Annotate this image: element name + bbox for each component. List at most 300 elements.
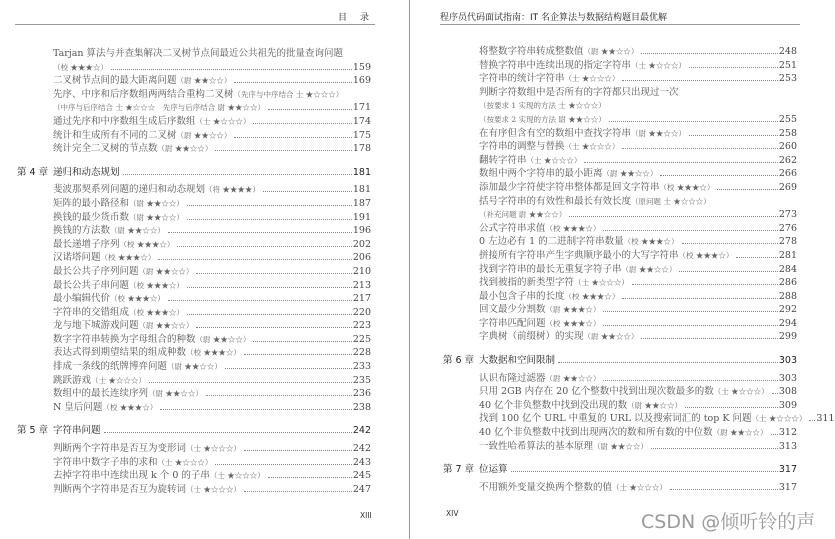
page-number: XIII bbox=[360, 511, 372, 520]
page-number: 311 bbox=[816, 413, 835, 425]
page-number: 169 bbox=[352, 75, 371, 87]
difficulty-note: （校 ★★★☆） bbox=[102, 402, 158, 412]
difficulty-note: （尉 ★★★☆） bbox=[545, 305, 601, 315]
difficulty-note: （士 ★☆☆☆） bbox=[186, 444, 241, 454]
toc-entry[interactable] bbox=[53, 101, 371, 115]
toc-entry[interactable] bbox=[53, 224, 371, 238]
dot-leader bbox=[632, 284, 778, 285]
dot-leader bbox=[685, 407, 778, 408]
difficulty-note: （校 ★★★☆） bbox=[545, 223, 601, 233]
toc-entry[interactable] bbox=[53, 238, 371, 252]
difficulty-note: （士 ★☆☆☆） bbox=[564, 142, 620, 152]
dot-leader bbox=[622, 148, 777, 149]
difficulty-note: （尉 ★★☆☆） bbox=[593, 441, 648, 451]
difficulty-note: （尉 ★★☆☆） bbox=[157, 144, 213, 154]
toc-entry[interactable] bbox=[479, 154, 797, 168]
entry-title: 翻转字符串 bbox=[479, 154, 527, 166]
difficulty-note: （士 ★☆☆☆） bbox=[195, 116, 251, 126]
page-number: 202 bbox=[352, 238, 371, 250]
entry-title: 判断字符数组中是否所有的字符都只出现过一次 bbox=[479, 86, 679, 98]
toc-entry[interactable] bbox=[479, 127, 797, 141]
dot-leader bbox=[123, 174, 352, 175]
toc-entry[interactable] bbox=[479, 399, 797, 413]
dot-leader bbox=[244, 491, 352, 492]
difficulty-note: （补充问题 尉 ★★☆☆） bbox=[479, 210, 567, 220]
entry-title: 统计和生成所有不同的二叉树 bbox=[53, 129, 177, 141]
page-number: 266 bbox=[778, 168, 797, 180]
toc-entry[interactable] bbox=[479, 222, 797, 236]
entry-title: 括号字符串的有效性和最长有效长度 bbox=[479, 195, 632, 207]
toc-entry[interactable] bbox=[53, 319, 371, 333]
entry-title: 斐波那契系列问题的递归和动态规划 bbox=[53, 184, 206, 196]
entry-title: 回文最少分割数 bbox=[479, 304, 546, 316]
dot-leader bbox=[187, 219, 352, 220]
dot-leader bbox=[603, 380, 777, 381]
dot-leader bbox=[603, 230, 777, 231]
difficulty-note: （尉 ★★☆☆） bbox=[627, 400, 682, 410]
page-number: 235 bbox=[352, 374, 371, 386]
toc-entry[interactable] bbox=[53, 401, 371, 415]
entry-title: 判断两个字符串是否互为旋转词 bbox=[53, 483, 187, 495]
page-number: 174 bbox=[352, 115, 371, 127]
entry-title: 龙与地下城游戏问题 bbox=[53, 320, 139, 332]
page-number: 236 bbox=[352, 388, 371, 400]
entry-title: 排成一条线的纸牌博弈问题 bbox=[53, 361, 168, 373]
page-number: 253 bbox=[778, 73, 797, 85]
toc-entry[interactable] bbox=[53, 442, 371, 456]
page-number: 276 bbox=[778, 222, 797, 234]
difficulty-note: （尉 ★★☆☆） bbox=[176, 130, 232, 140]
entry-title: 一致性哈希算法的基本原理 bbox=[479, 440, 594, 452]
dot-leader bbox=[268, 477, 352, 478]
entry-title: 0 左边必有 1 的二进制字符串数量 bbox=[479, 236, 624, 248]
toc-entry[interactable] bbox=[479, 426, 797, 440]
difficulty-note: （士 ★☆☆☆） bbox=[186, 484, 241, 494]
dot-leader bbox=[772, 393, 778, 394]
entry-title: 认识布隆过滤器 bbox=[479, 372, 546, 384]
difficulty-note: （中序与后序结合 士 ★☆☆☆ 先序与后序结合 尉 ★★☆☆） bbox=[53, 103, 266, 113]
difficulty-note: （校 ★★★☆） bbox=[659, 182, 715, 192]
page-number: 181 bbox=[352, 166, 371, 178]
dot-leader bbox=[622, 298, 777, 299]
dot-leader bbox=[104, 432, 352, 433]
difficulty-note: （将 ★★★★） bbox=[205, 185, 260, 195]
difficulty-note: （校 ★★★☆） bbox=[545, 318, 601, 328]
toc-entry[interactable] bbox=[479, 195, 797, 209]
dot-leader bbox=[253, 123, 351, 124]
chapter-title: 位运算 bbox=[479, 464, 508, 476]
entry-title: 字符串的交错组成 bbox=[53, 306, 130, 318]
entry-title: 二叉树节点间的最大距离问题 bbox=[53, 75, 177, 87]
page-number: 213 bbox=[352, 279, 371, 291]
toc-entry[interactable] bbox=[53, 183, 371, 197]
page-number: 308 bbox=[778, 386, 797, 398]
dot-leader bbox=[206, 395, 352, 396]
entry-title: 40 亿个非负整数中找到出现两次的数和所有数的中位数 bbox=[479, 427, 713, 439]
difficulty-note: （士 ★☆☆☆） bbox=[631, 60, 686, 70]
toc-entry[interactable] bbox=[53, 265, 371, 279]
chapter-heading[interactable] bbox=[443, 463, 797, 477]
dot-leader bbox=[603, 311, 777, 312]
toc-entry[interactable] bbox=[479, 86, 797, 100]
left-page bbox=[0, 0, 410, 539]
toc-entry[interactable] bbox=[53, 387, 371, 401]
entry-title: 矩阵的最小路径和 bbox=[53, 197, 130, 209]
dot-leader bbox=[809, 420, 815, 421]
dot-leader bbox=[187, 287, 352, 288]
page-number: 243 bbox=[352, 456, 371, 468]
page-number: 317 bbox=[778, 481, 797, 493]
dot-leader bbox=[651, 448, 778, 449]
difficulty-note: （校 ★★★☆） bbox=[119, 239, 175, 249]
dot-leader bbox=[196, 273, 351, 274]
toc-entry[interactable] bbox=[53, 129, 371, 143]
entry-title: 汉诺塔问题 bbox=[53, 252, 101, 264]
dot-leader bbox=[244, 354, 352, 355]
entry-title: 不用额外变量交换两个整数的值 bbox=[479, 481, 613, 493]
difficulty-note: （尉 ★★☆☆） bbox=[110, 226, 165, 236]
page-number: 281 bbox=[778, 249, 797, 261]
page-number: 273 bbox=[778, 209, 797, 221]
difficulty-note: （尉 ★★☆☆） bbox=[138, 266, 194, 276]
page-number: 247 bbox=[352, 483, 371, 495]
difficulty-note: （校 ★★★☆） bbox=[186, 348, 241, 358]
difficulty-note: （先序与中序结合 士 ★☆☆☆） bbox=[233, 89, 344, 99]
difficulty-note: （尉 ★★☆☆） bbox=[583, 332, 639, 342]
toc-entry[interactable] bbox=[479, 99, 797, 113]
difficulty-note: （尉 ★★☆☆） bbox=[138, 321, 194, 331]
page-number: 175 bbox=[352, 129, 371, 141]
page-number: 196 bbox=[352, 225, 371, 237]
toc-entry[interactable] bbox=[53, 346, 371, 360]
page-number: 210 bbox=[352, 265, 371, 277]
toc-entry[interactable] bbox=[479, 263, 797, 277]
page-number: 225 bbox=[352, 333, 371, 345]
toc-entry[interactable] bbox=[53, 88, 371, 102]
toc-entry[interactable] bbox=[479, 249, 797, 263]
toc-entry[interactable] bbox=[479, 113, 797, 127]
page-number: 178 bbox=[352, 143, 371, 155]
dot-leader bbox=[622, 80, 777, 81]
entry-title: 添加最少字符使字符串整体都是回文字符串 bbox=[479, 181, 660, 193]
chapter-number: 第 4 章 bbox=[17, 166, 49, 178]
toc-entry[interactable] bbox=[53, 74, 371, 88]
difficulty-note: （校 ★★★☆） bbox=[100, 253, 156, 263]
dot-leader bbox=[158, 259, 351, 260]
page-number: 206 bbox=[352, 252, 371, 264]
dot-leader bbox=[160, 409, 352, 410]
dot-leader bbox=[215, 150, 351, 151]
dot-leader bbox=[234, 82, 351, 83]
dot-leader bbox=[511, 471, 778, 472]
toc-entry[interactable] bbox=[479, 140, 797, 154]
entry-title: 最长公共子序列问题 bbox=[53, 265, 139, 277]
header-rule bbox=[440, 24, 800, 25]
toc-entry[interactable] bbox=[53, 292, 371, 306]
toc-entry[interactable] bbox=[479, 303, 797, 317]
entry-title: Tarjan 算法与并查集解决二叉树节点间最近公共祖先的批量查询问题 bbox=[53, 48, 344, 59]
difficulty-note: （校 ★★★☆） bbox=[110, 294, 165, 304]
difficulty-note: （按要求 1 实现的方法 士 ★☆☆☆） bbox=[479, 101, 606, 111]
entry-title: 数组中的最长连续序列 bbox=[53, 388, 149, 400]
difficulty-note: （尉 ★★☆☆） bbox=[167, 362, 222, 372]
entry-title: 去掉字符串中连续出现 k 个 0 的子串 bbox=[53, 470, 210, 482]
dot-leader bbox=[641, 53, 777, 54]
page-number: 171 bbox=[352, 102, 371, 114]
toc-entry[interactable] bbox=[479, 412, 835, 426]
toc-entry[interactable] bbox=[479, 167, 797, 181]
dot-leader bbox=[670, 489, 778, 490]
page-number: 303 bbox=[778, 355, 797, 367]
entry-title: 跳跃游戏 bbox=[53, 374, 92, 386]
entry-title: 字符串匹配问题 bbox=[479, 317, 546, 329]
page-number: 303 bbox=[778, 372, 797, 384]
chapter-number: 第 7 章 bbox=[443, 464, 475, 476]
right-page bbox=[411, 0, 835, 539]
page-number: 187 bbox=[352, 197, 371, 209]
dot-leader bbox=[111, 69, 352, 70]
difficulty-note: （尉 ★★☆☆） bbox=[631, 128, 686, 138]
entry-title: 换钱的方法数 bbox=[53, 225, 111, 237]
page-number: 223 bbox=[352, 320, 371, 332]
difficulty-note: （士 ★☆☆☆） bbox=[91, 375, 146, 385]
entry-title: 统计完全二叉树的节点数 bbox=[53, 143, 158, 155]
dot-leader bbox=[244, 450, 352, 451]
toc-entry[interactable] bbox=[53, 197, 371, 211]
toc-entry[interactable] bbox=[479, 72, 797, 86]
toc-entry[interactable] bbox=[479, 372, 797, 386]
dot-leader bbox=[603, 325, 777, 326]
entry-title: 最长递增子序列 bbox=[53, 238, 120, 250]
chapter-title: 字符串问题 bbox=[53, 425, 101, 437]
page-number: 258 bbox=[778, 127, 797, 139]
entry-title: 公式字符串求值 bbox=[479, 222, 546, 234]
difficulty-note: （士 ★☆☆☆） bbox=[574, 278, 629, 288]
difficulty-note: （尉 ★★☆☆） bbox=[712, 428, 768, 438]
page-number: 255 bbox=[778, 113, 797, 125]
difficulty-note: （尉 ★★☆☆） bbox=[545, 373, 601, 383]
toc-list bbox=[17, 47, 371, 496]
difficulty-note: （士 ★☆☆☆） bbox=[209, 471, 265, 481]
toc-entry[interactable] bbox=[479, 208, 797, 222]
toc-entry[interactable] bbox=[479, 330, 797, 344]
dot-leader bbox=[689, 67, 778, 68]
page-number: 278 bbox=[778, 236, 797, 248]
toc-entry[interactable] bbox=[53, 360, 371, 374]
entry-title: N 皇后问题 bbox=[53, 401, 103, 413]
toc-entry[interactable] bbox=[53, 251, 371, 265]
chapter-title: 递归和动态规划 bbox=[53, 166, 120, 178]
page-number: 292 bbox=[778, 304, 797, 316]
running-header: 程序员代码面试指南：IT 名企算法与数据结构题目最优解 bbox=[440, 13, 668, 23]
entry-title: 最小包含子串的长度 bbox=[479, 290, 565, 302]
entry-title: 通过先序和中序数组生成后序数组 bbox=[53, 115, 196, 127]
dot-leader bbox=[253, 341, 351, 342]
page-number: 288 bbox=[778, 290, 797, 302]
toc-entry[interactable] bbox=[53, 333, 371, 347]
entry-title: 数字字符串转换为字母组合的种数 bbox=[53, 333, 196, 345]
toc-entry[interactable] bbox=[479, 385, 797, 399]
toc-entry[interactable] bbox=[53, 279, 371, 293]
toc-entry[interactable] bbox=[479, 45, 797, 59]
entry-title: 字符串的统计字符串 bbox=[479, 73, 565, 85]
chapter-number: 第 5 章 bbox=[17, 425, 49, 437]
entry-title: 替换字符串中连续出现的指定字符串 bbox=[479, 59, 632, 71]
dot-leader bbox=[660, 175, 777, 176]
page-divider bbox=[409, 0, 410, 539]
toc-entry[interactable] bbox=[479, 235, 797, 249]
dot-leader bbox=[641, 338, 777, 339]
toc-entry[interactable] bbox=[479, 276, 797, 290]
page-number: 294 bbox=[778, 317, 797, 329]
difficulty-note: （士 ★☆☆☆） bbox=[612, 482, 667, 492]
dot-leader bbox=[268, 109, 352, 110]
difficulty-note: （校 ★★★☆） bbox=[564, 291, 620, 301]
toc-entry[interactable] bbox=[53, 483, 371, 497]
difficulty-note: （校 ★★★☆） bbox=[623, 237, 679, 247]
page-number: 313 bbox=[778, 440, 797, 452]
toc-entry[interactable] bbox=[53, 142, 371, 156]
toc-entry[interactable] bbox=[53, 306, 371, 320]
page-number: 181 bbox=[352, 184, 371, 196]
difficulty-note: （校 ★★★☆） bbox=[129, 307, 184, 317]
dot-leader bbox=[717, 189, 777, 190]
dot-leader bbox=[149, 382, 352, 383]
difficulty-note: （尉 ★★☆☆） bbox=[602, 169, 658, 179]
toc-entry[interactable] bbox=[53, 211, 371, 225]
dot-leader bbox=[196, 327, 351, 328]
entry-title: 最小编辑代价 bbox=[53, 293, 111, 305]
page-number: 159 bbox=[352, 61, 371, 73]
toc-entry[interactable] bbox=[479, 317, 797, 331]
difficulty-note: （校 ★★★☆） bbox=[678, 250, 734, 260]
dot-leader bbox=[558, 362, 778, 363]
entry-title: 先序、中序和后序数组两两结合重构二叉树 bbox=[53, 88, 234, 100]
difficulty-note: （士 ★☆☆☆） bbox=[713, 387, 769, 397]
difficulty-note: （士 ★☆☆☆） bbox=[526, 155, 582, 165]
page-number: 286 bbox=[778, 277, 797, 289]
dot-leader bbox=[168, 300, 352, 301]
toc-entry[interactable] bbox=[479, 290, 797, 304]
toc-entry[interactable] bbox=[53, 47, 371, 61]
page-number: 317 bbox=[778, 464, 797, 476]
entry-title: 40 亿个非负整数中找到没出现的数 bbox=[479, 399, 628, 411]
difficulty-note: （士 ★☆☆☆） bbox=[564, 74, 620, 84]
dot-leader bbox=[187, 205, 352, 206]
page-number: 312 bbox=[778, 427, 797, 439]
entry-title: 最长公共子串问题 bbox=[53, 279, 130, 291]
toc-entry[interactable] bbox=[53, 61, 371, 75]
entry-title: 数组中两个字符串的最小距离 bbox=[479, 168, 603, 180]
dot-leader bbox=[168, 232, 352, 233]
toc-entry[interactable] bbox=[479, 181, 797, 195]
toc-entry[interactable] bbox=[479, 440, 797, 454]
difficulty-note: （按要求 2 实现的方法 尉 ★★☆☆） bbox=[479, 114, 606, 124]
page-number: 269 bbox=[778, 181, 797, 193]
chapter-number: 第 6 章 bbox=[443, 355, 475, 367]
chapter-title: 大数据和空间限制 bbox=[479, 355, 556, 367]
difficulty-note: （尉 ★★☆☆） bbox=[583, 47, 639, 56]
page-number: 260 bbox=[778, 141, 797, 153]
difficulty-note: （尉 ★★☆☆） bbox=[176, 76, 232, 86]
toc-entry[interactable] bbox=[479, 481, 797, 495]
entry-title: 将整数字符串转成整数值 bbox=[479, 46, 584, 57]
entry-title: 换钱的最少货币数 bbox=[53, 211, 130, 223]
chapter-heading[interactable] bbox=[443, 354, 797, 368]
dot-leader bbox=[215, 464, 351, 465]
toc-entry[interactable] bbox=[53, 456, 371, 470]
entry-title: 字符串的调整与替换 bbox=[479, 141, 565, 153]
dot-leader bbox=[736, 257, 777, 258]
dot-leader bbox=[234, 137, 351, 138]
difficulty-note: （士 ★☆☆☆） bbox=[157, 457, 213, 467]
chapter-heading[interactable] bbox=[17, 424, 371, 438]
difficulty-note: （尉 ★★☆☆） bbox=[148, 389, 203, 399]
page-number: 233 bbox=[352, 361, 371, 373]
entry-title: 只用 2GB 内存在 20 亿个整数中找到出现次数最多的数 bbox=[479, 386, 714, 398]
csdn-watermark: CSDN @倾听铃的声 bbox=[641, 511, 816, 533]
entry-title: 字符串中数字子串的求和 bbox=[53, 456, 158, 468]
entry-title: 找到被指的新类型字符 bbox=[479, 277, 575, 289]
page-number: 251 bbox=[778, 59, 797, 71]
entry-title: 判断两个字符串是否互为变形词 bbox=[53, 443, 187, 455]
running-header: 目 录 bbox=[338, 13, 372, 23]
header-rule bbox=[15, 24, 375, 25]
dot-leader bbox=[177, 246, 351, 247]
page-number: 220 bbox=[352, 306, 371, 318]
page-number: 191 bbox=[352, 211, 371, 223]
page-number: 299 bbox=[778, 331, 797, 343]
dot-leader bbox=[584, 162, 777, 163]
difficulty-note: （校 ★★★☆） bbox=[129, 280, 184, 290]
difficulty-note: （校 ★★★☆） bbox=[53, 62, 108, 72]
toc-list bbox=[443, 45, 835, 494]
entry-title: 字典树（前缀树）的实现 bbox=[479, 331, 584, 343]
entry-title: 找到字符串的最长无重复字符子串 bbox=[479, 263, 622, 275]
toc-entry[interactable] bbox=[479, 59, 797, 73]
page-number: 245 bbox=[352, 470, 371, 482]
dot-leader bbox=[771, 434, 778, 435]
page-number: 248 bbox=[778, 46, 797, 57]
dot-leader bbox=[569, 216, 778, 217]
dot-leader bbox=[609, 121, 778, 122]
chapter-heading[interactable] bbox=[17, 166, 371, 180]
dot-leader bbox=[689, 135, 778, 136]
entry-title: 表达式得到期望结果的组成种数 bbox=[53, 347, 187, 359]
entry-title: 找到 100 亿个 URL 中重复的 URL 以及搜索词汇的 top K 问题 bbox=[479, 413, 752, 425]
page-number: 284 bbox=[778, 263, 797, 275]
entry-title: 拼接所有字符串产生字典顺序最小的大写字符串 bbox=[479, 249, 679, 261]
entry-title: 在有序但含有空的数组中查找字符串 bbox=[479, 127, 632, 139]
difficulty-note: （尉 ★★☆☆） bbox=[129, 198, 184, 208]
difficulty-note: （尉 ★★☆☆） bbox=[129, 212, 184, 222]
page-number: XIV bbox=[446, 509, 459, 518]
difficulty-note: （尉 ★★☆☆） bbox=[621, 264, 677, 274]
page-number: 238 bbox=[352, 401, 371, 413]
toc-entry[interactable] bbox=[53, 115, 371, 129]
difficulty-note: （士 ★☆☆☆） bbox=[751, 414, 807, 424]
page-number: 262 bbox=[778, 154, 797, 166]
difficulty-note: （原问题 士 ★☆☆☆） bbox=[631, 196, 711, 206]
page-number: 217 bbox=[352, 293, 371, 305]
dot-leader bbox=[682, 243, 778, 244]
toc-entry[interactable] bbox=[53, 374, 371, 388]
dot-leader bbox=[679, 271, 777, 272]
difficulty-note: （尉 ★★☆☆） bbox=[195, 334, 251, 344]
toc-entry[interactable] bbox=[53, 469, 371, 483]
dot-leader bbox=[225, 368, 352, 369]
page-number: 309 bbox=[778, 399, 797, 411]
